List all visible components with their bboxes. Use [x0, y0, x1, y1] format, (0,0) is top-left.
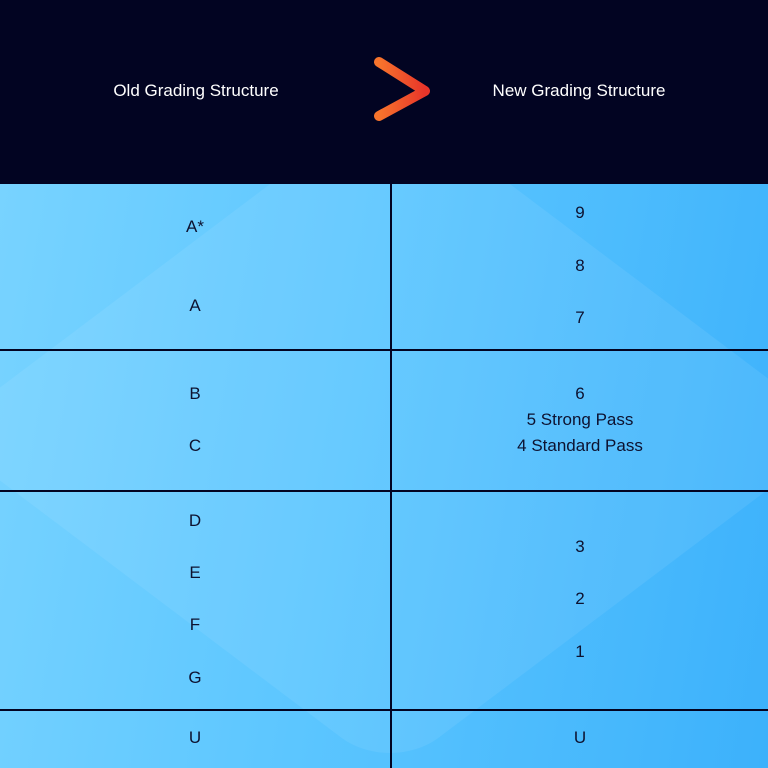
- row-divider: [0, 709, 768, 711]
- new-grade-8: 8: [575, 256, 585, 275]
- old-grade-g: G: [188, 668, 202, 687]
- new-grade-9: 9: [575, 203, 585, 222]
- old-grade-u: U: [188, 728, 202, 747]
- old-grade-a-star: A*: [186, 217, 204, 236]
- new-grade-3: 3: [575, 537, 585, 556]
- row-divider: [0, 490, 768, 492]
- old-grade-e: E: [189, 563, 201, 582]
- column-divider: [390, 184, 392, 768]
- new-grade-2: 2: [575, 589, 585, 608]
- old-grade-d: D: [188, 511, 202, 530]
- old-grade-f: F: [189, 615, 201, 634]
- new-grade-7: 7: [575, 308, 585, 327]
- new-grade-1: 1: [575, 642, 585, 661]
- new-grade-4-standard-pass: 4 Standard Pass: [517, 436, 643, 455]
- new-grade-u: U: [573, 728, 587, 747]
- row-divider: [0, 349, 768, 351]
- grading-table: [0, 184, 768, 768]
- new-grade-5-strong-pass: 5 Strong Pass: [526, 410, 634, 429]
- old-grading-title: Old Grading Structure: [113, 81, 279, 100]
- old-grade-b: B: [189, 384, 201, 403]
- header-bar: [0, 0, 768, 184]
- new-grade-6: 6: [575, 384, 585, 403]
- new-grading-title: New Grading Structure: [492, 81, 666, 100]
- old-grade-c: C: [188, 436, 202, 455]
- old-grade-a: A: [189, 296, 201, 315]
- right-arrow-icon: [337, 56, 433, 122]
